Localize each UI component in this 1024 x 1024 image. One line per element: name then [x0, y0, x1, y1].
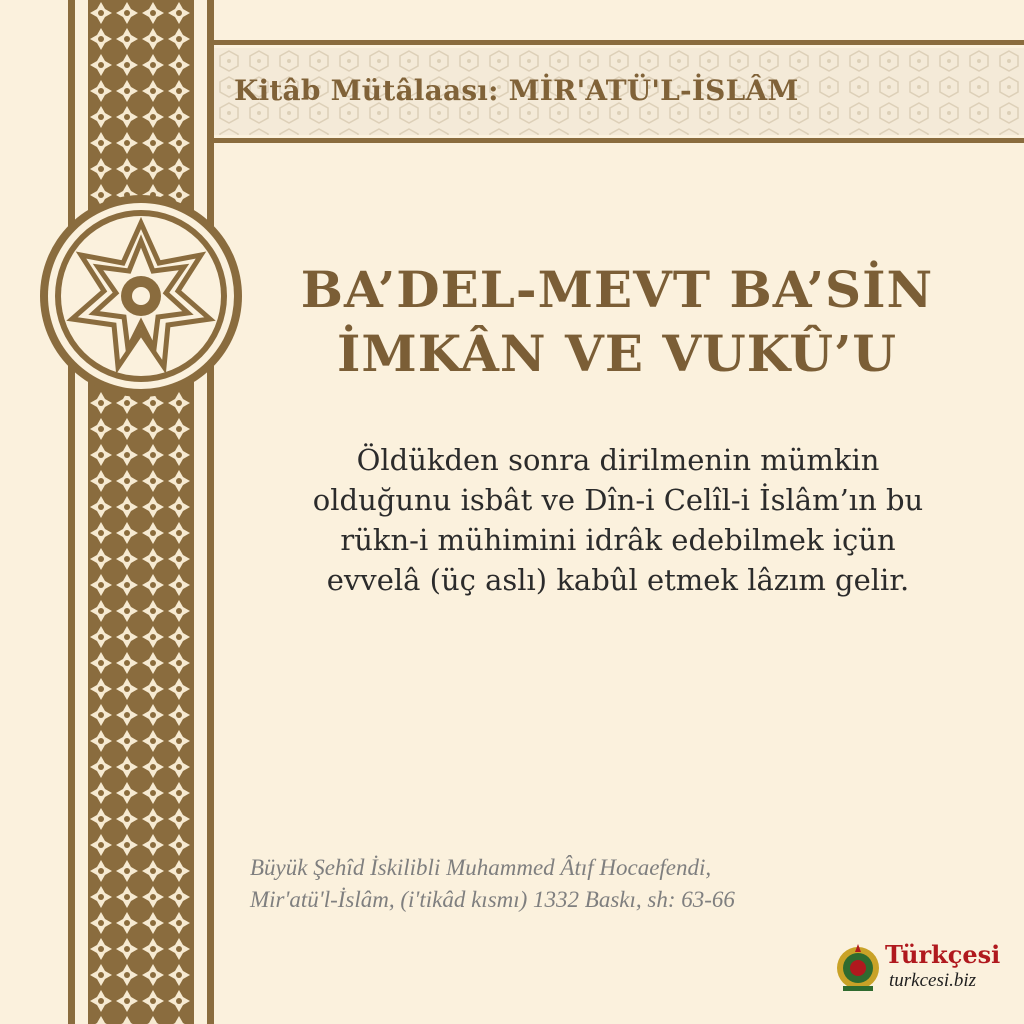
header-border-top — [214, 40, 1024, 45]
body-paragraph — [238, 440, 998, 600]
ottoman-coat-of-arms-icon — [835, 942, 881, 994]
main-title — [252, 258, 982, 386]
turkcesi-logo — [835, 938, 1001, 998]
citation — [250, 852, 735, 916]
logo-url: turkcesi.biz — [889, 970, 977, 991]
citation-line-1: Büyük Şehîd İskilibli Muhammed Âtıf Hocaefendi, — [250, 855, 712, 880]
band-border-right — [207, 0, 214, 1024]
header-border-bottom — [214, 138, 1024, 143]
logo-name: Türkçesi — [885, 940, 1001, 969]
star-medallion-icon — [38, 193, 244, 399]
body-line: Öldükden sonra dirilmenin mümkin — [356, 443, 880, 477]
body-line: evvelâ (üç aslı) kabûl etmek lâzım gelir. — [326, 563, 910, 597]
header-title: Kitâb Mütâlaası: MİR'ATÜ'L-İSLÂM — [234, 74, 799, 107]
citation-line-2: Mir'atü'l-İslâm, (i'tikâd kısmı) 1332 Baskı, sh: 63-66 — [250, 887, 735, 912]
body-line: rükn-i mühimini idrâk edebilmek içün — [340, 523, 896, 557]
main-title-line-1: BA’DEL-MEVT BA’SİN — [300, 260, 934, 319]
vertical-ornament-band — [88, 0, 194, 1024]
main-title-line-2: İMKÂN VE VUKÛ’U — [336, 324, 898, 383]
body-line: olduğunu isbât ve Dîn-i Celîl-i İslâm’ın bu — [312, 483, 924, 517]
band-border-left — [68, 0, 75, 1024]
